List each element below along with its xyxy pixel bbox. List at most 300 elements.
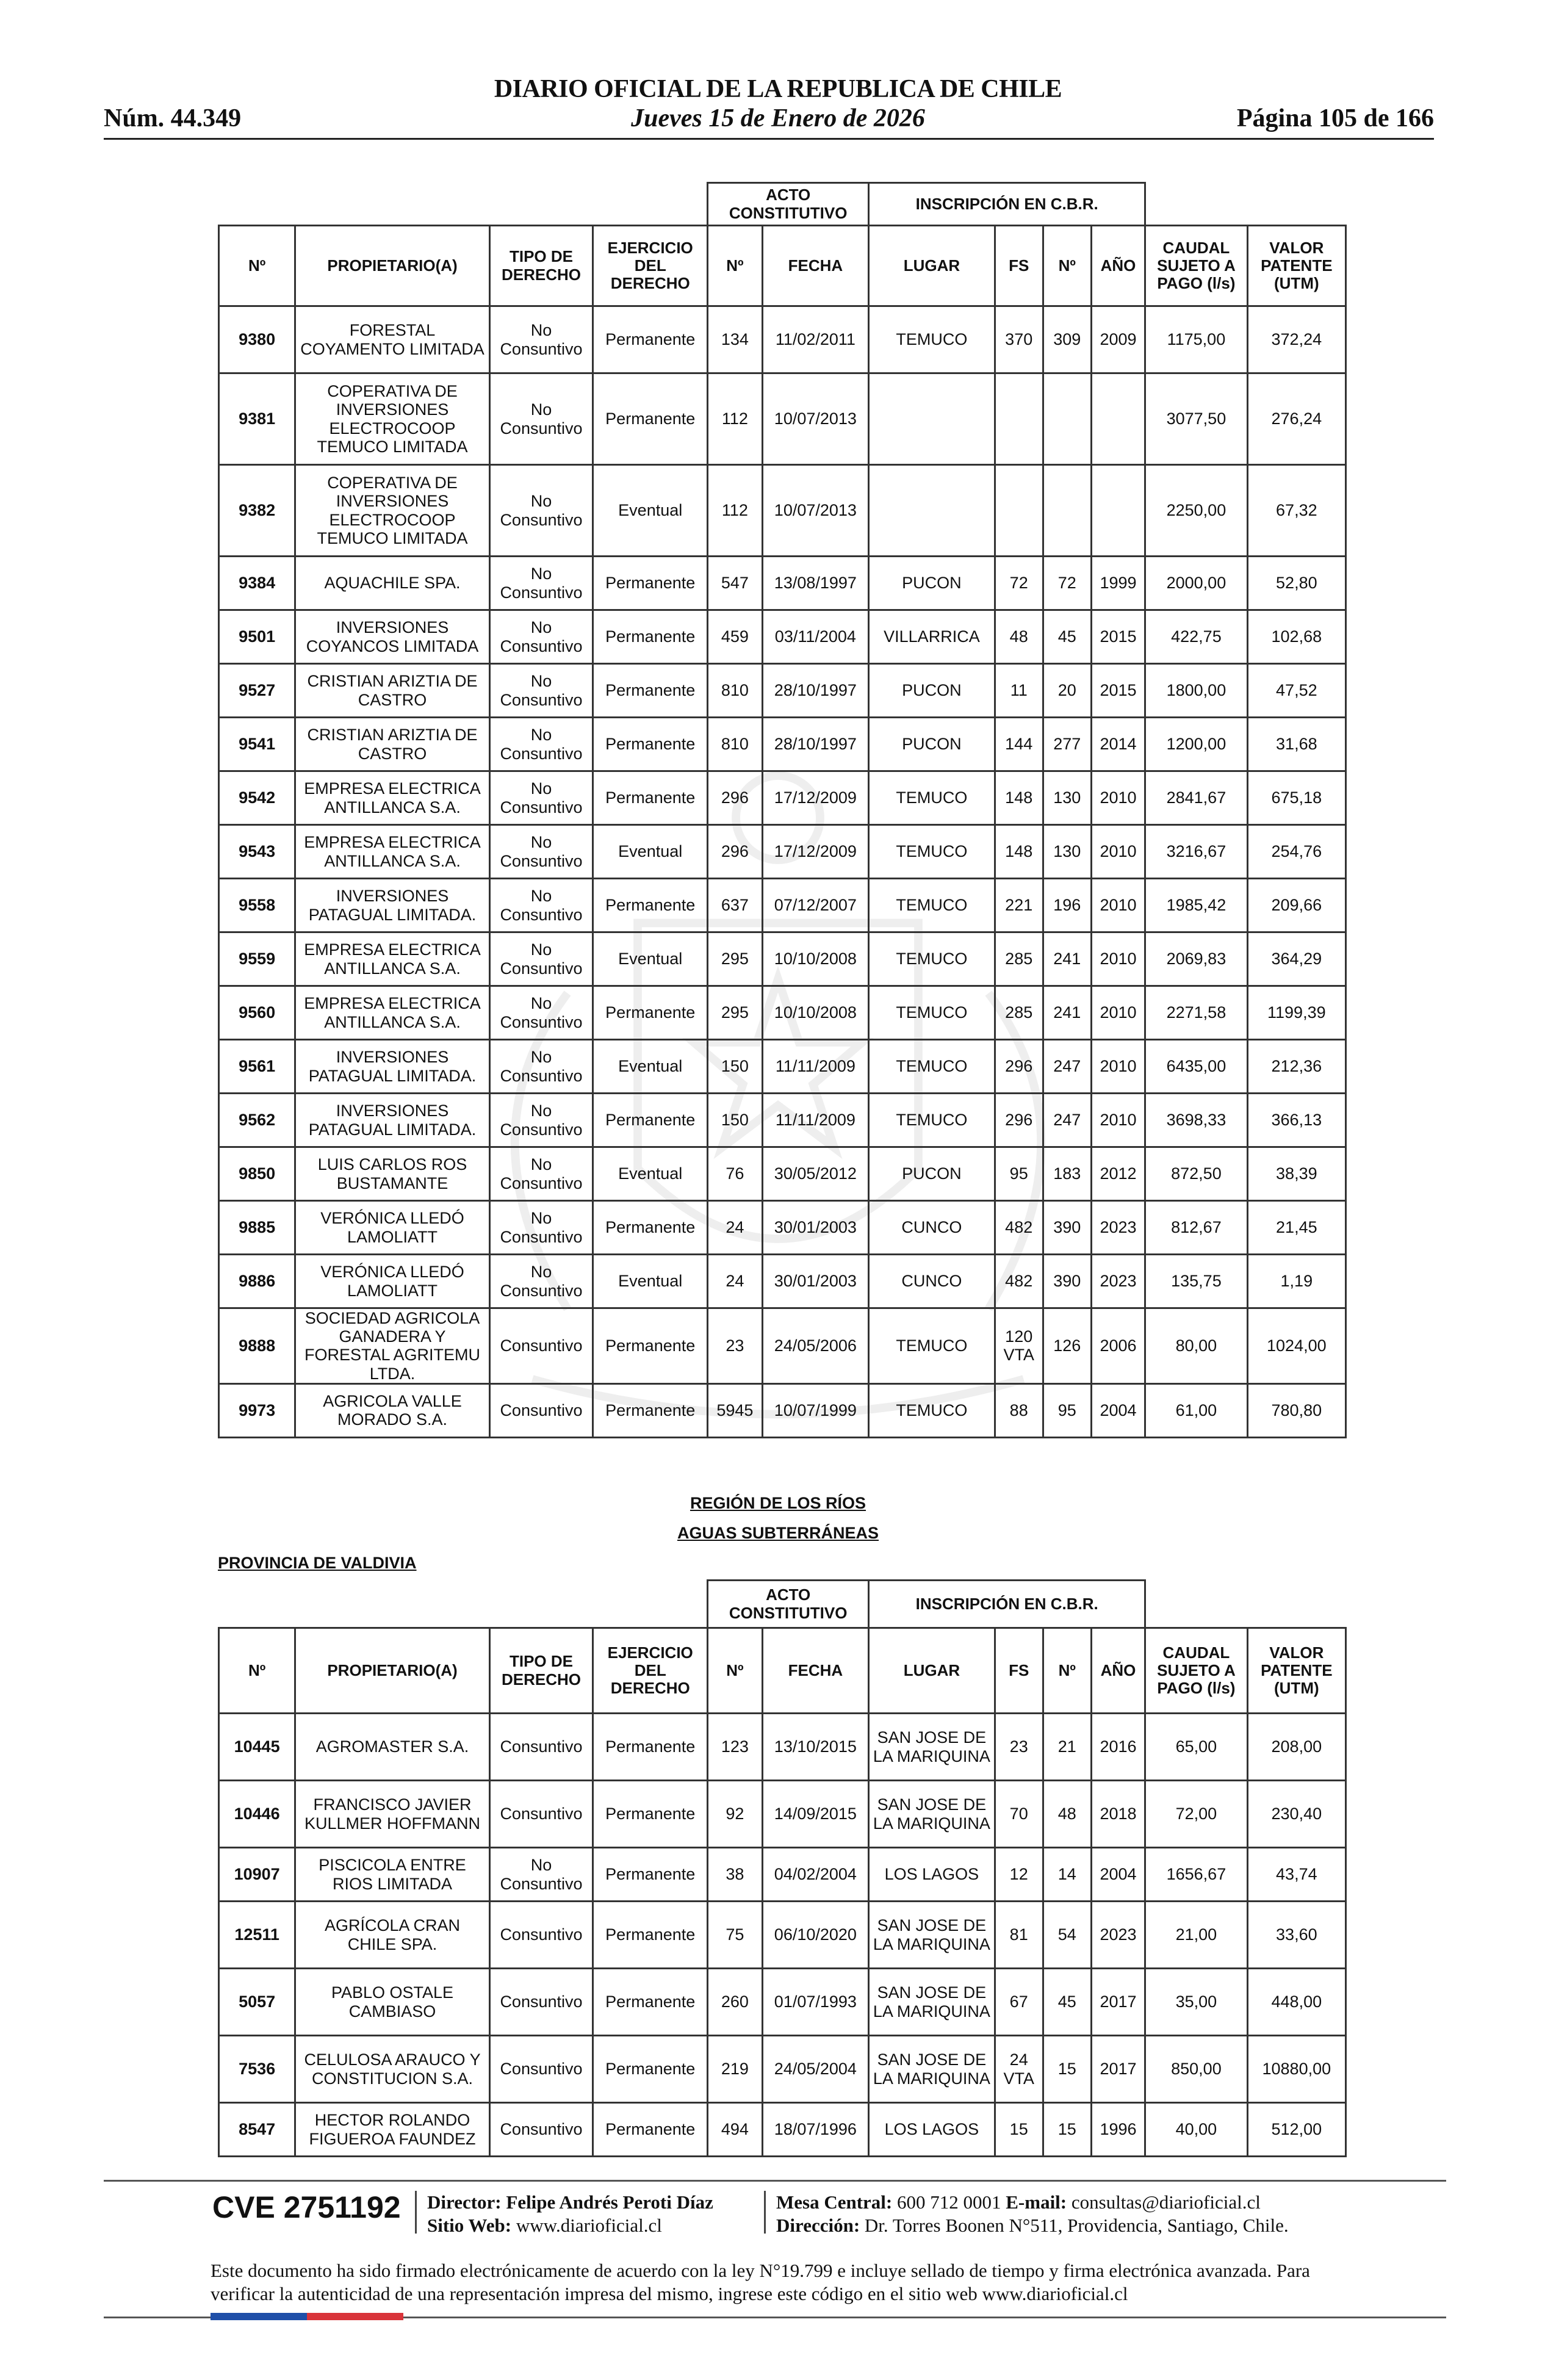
acto-number: 295 [708,932,762,986]
acto-number: 637 [708,879,762,932]
acto-fecha: 11/11/2009 [762,1094,869,1147]
tipo-derecho: Consuntivo [489,2103,593,2157]
propietario: LUIS CARLOS ROS BUSTAMANTE [295,1147,489,1201]
col-ejercicio-header-2: EJERCICIO DEL DERECHO [593,1628,708,1714]
tipo-derecho: Consuntivo [489,1781,593,1848]
ejercicio: Permanente [593,373,708,465]
acto-number: 810 [708,664,762,718]
propietario: EMPRESA ELECTRICA ANTILLANCA S.A. [295,771,489,825]
caudal: 21,00 [1145,1902,1247,1969]
cbr-fs: 148 [995,825,1043,879]
acto-number: 123 [708,1714,762,1781]
cbr-lugar: TEMUCO [869,1308,995,1384]
acto-number: 5945 [708,1383,762,1437]
table-row [219,610,1346,664]
acto-constitutivo-header: ACTO CONSTITUTIVO [708,183,869,226]
cbr-lugar [869,465,995,557]
cbr-anio: 2010 [1091,825,1145,879]
cbr-lugar: TEMUCO [869,1383,995,1437]
tipo-derecho: No Consuntivo [489,1040,593,1094]
caudal: 72,00 [1145,1781,1247,1848]
cbr-anio: 2012 [1091,1147,1145,1201]
valor-patente: 38,39 [1247,1147,1345,1201]
cbr-lugar: TEMUCO [869,1040,995,1094]
table-row [219,465,1346,557]
propietario: INVERSIONES COYANCOS LIMITADA [295,610,489,664]
ejercicio: Permanente [593,771,708,825]
inscripcion-cbr-header-2: INSCRIPCIÓN EN C.B.R. [869,1581,1145,1628]
caudal: 2000,00 [1145,557,1247,610]
cbr-lugar: TEMUCO [869,306,995,373]
tipo-derecho: Consuntivo [489,1969,593,2036]
table-row [219,664,1346,718]
cbr-lugar: SAN JOSE DE LA MARIQUINA [869,1902,995,1969]
direccion-line: Dirección: Dr. Torres Boonen N°511, Providencia, Santiago, Chile. [776,2215,1289,2236]
table-row [219,1147,1346,1201]
valor-patente: 276,24 [1247,373,1345,465]
row-number: 9973 [219,1383,295,1437]
tipo-derecho: No Consuntivo [489,986,593,1040]
table-row [219,825,1346,879]
col-n-header: Nº [219,226,295,306]
ejercicio: Eventual [593,825,708,879]
valor-patente: 31,68 [1247,718,1345,771]
cbr-anio: 2023 [1091,1902,1145,1969]
cbr-anio: 2018 [1091,1781,1145,1848]
caudal: 422,75 [1145,610,1247,664]
valor-patente: 366,13 [1247,1094,1345,1147]
cbr-fs: 88 [995,1383,1043,1437]
cbr-anio: 2023 [1091,1255,1145,1308]
acto-constitutivo-header-2: ACTO CONSTITUTIVO [708,1581,869,1628]
ejercicio: Permanente [593,1781,708,1848]
email-link[interactable]: consultas@diarioficial.cl [1071,2191,1261,2213]
table-row [219,1094,1346,1147]
table-row [219,986,1346,1040]
row-number: 9541 [219,718,295,771]
propietario: FRANCISCO JAVIER KULLMER HOFFMANN [295,1781,489,1848]
acto-fecha: 28/10/1997 [762,718,869,771]
cbr-anio: 2014 [1091,718,1145,771]
cbr-anio: 1996 [1091,2103,1145,2157]
caudal: 3077,50 [1145,373,1247,465]
cbr-number: 48 [1043,1781,1091,1848]
cbr-fs: 482 [995,1255,1043,1308]
mesa-line: Mesa Central: 600 712 0001 E-mail: consultas@diarioficial.cl [776,2191,1261,2213]
acto-number: 296 [708,771,762,825]
region-title: REGIÓN DE LOS RÍOS [690,1494,866,1512]
propietario: COPERATIVA DE INVERSIONES ELECTROCOOP TEMUCO LIMITADA [295,465,489,557]
valor-patente: 67,32 [1247,465,1345,557]
cbr-lugar: SAN JOSE DE LA MARIQUINA [869,2036,995,2103]
ejercicio: Permanente [593,879,708,932]
cbr-lugar: SAN JOSE DE LA MARIQUINA [869,1714,995,1781]
cbr-fs: 15 [995,2103,1043,2157]
cbr-number: 15 [1043,2103,1091,2157]
tipo-derecho: No Consuntivo [489,825,593,879]
col-tipo-header-2: TIPO DE DERECHO [489,1628,593,1714]
caudal: 2250,00 [1145,465,1247,557]
valor-patente: 780,80 [1247,1383,1345,1437]
acto-number: 296 [708,825,762,879]
inscripcion-cbr-header: INSCRIPCIÓN EN C.B.R. [869,183,1145,226]
valor-patente: 21,45 [1247,1201,1345,1255]
propietario: EMPRESA ELECTRICA ANTILLANCA S.A. [295,825,489,879]
table-row [219,2103,1346,2157]
acto-number: 112 [708,465,762,557]
acto-fecha: 10/10/2008 [762,986,869,1040]
caudal: 40,00 [1145,2103,1247,2157]
table-row [219,373,1346,465]
row-number: 10907 [219,1848,295,1902]
ejercicio: Permanente [593,664,708,718]
caudal: 1175,00 [1145,306,1247,373]
cbr-lugar: PUCON [869,557,995,610]
ejercicio: Eventual [593,1255,708,1308]
ejercicio: Permanente [593,986,708,1040]
col-n-header-2: Nº [219,1628,295,1714]
acto-fecha: 07/12/2007 [762,879,869,932]
cbr-number: 21 [1043,1714,1091,1781]
cbr-anio: 1999 [1091,557,1145,610]
cbr-fs: 285 [995,986,1043,1040]
acto-fecha: 10/07/1999 [762,1383,869,1437]
row-number: 9560 [219,986,295,1040]
acto-fecha: 13/08/1997 [762,557,869,610]
table-row [219,1848,1346,1902]
acto-number: 134 [708,306,762,373]
ejercicio: Permanente [593,718,708,771]
cbr-number: 15 [1043,2036,1091,2103]
row-number: 10445 [219,1714,295,1781]
cbr-number: 95 [1043,1383,1091,1437]
ejercicio: Permanente [593,306,708,373]
table-row [219,1902,1346,1969]
caudal: 135,75 [1145,1255,1247,1308]
cbr-fs: 120 VTA [995,1308,1043,1384]
ejercicio: Eventual [593,465,708,557]
cbr-lugar: LOS LAGOS [869,2103,995,2157]
cbr-lugar: LOS LAGOS [869,1848,995,1902]
caudal: 1985,42 [1145,879,1247,932]
acto-fecha: 10/10/2008 [762,932,869,986]
cbr-anio: 2010 [1091,879,1145,932]
cbr-fs: 285 [995,932,1043,986]
ejercicio: Permanente [593,1848,708,1902]
cbr-fs: 296 [995,1094,1043,1147]
acto-number: 76 [708,1147,762,1201]
acto-number: 219 [708,2036,762,2103]
tipo-derecho: Consuntivo [489,1714,593,1781]
acto-fecha: 18/07/1996 [762,2103,869,2157]
acto-number: 810 [708,718,762,771]
caudal: 1200,00 [1145,718,1247,771]
acto-fecha: 04/02/2004 [762,1848,869,1902]
valor-patente: 675,18 [1247,771,1345,825]
propietario: FORESTAL COYAMENTO LIMITADA [295,306,489,373]
cbr-lugar [869,373,995,465]
cbr-fs: 12 [995,1848,1043,1902]
caudal: 850,00 [1145,2036,1247,2103]
sitio-web-link[interactable]: www.diarioficial.cl [516,2215,662,2236]
cbr-anio: 2015 [1091,610,1145,664]
table-row [219,771,1346,825]
acto-number: 547 [708,557,762,610]
cbr-anio: 2016 [1091,1714,1145,1781]
valor-patente: 43,74 [1247,1848,1345,1902]
cbr-lugar: TEMUCO [869,986,995,1040]
cbr-anio: 2017 [1091,2036,1145,2103]
cbr-lugar: TEMUCO [869,771,995,825]
row-number: 9885 [219,1201,295,1255]
col-propietario-header-2: PROPIETARIO(A) [295,1628,489,1714]
cbr-fs: 67 [995,1969,1043,2036]
caudal: 3698,33 [1145,1094,1247,1147]
propietario: AGRICOLA VALLE MORADO S.A. [295,1383,489,1437]
table-row [219,306,1346,373]
row-number: 9886 [219,1255,295,1308]
col-caudal-header: CAUDAL SUJETO A PAGO (l/s) [1145,226,1247,306]
valor-patente: 254,76 [1247,825,1345,879]
acto-number: 24 [708,1255,762,1308]
row-number: 5057 [219,1969,295,2036]
cbr-fs: 72 [995,557,1043,610]
caudal: 35,00 [1145,1969,1247,2036]
cbr-fs: 296 [995,1040,1043,1094]
propietario: HECTOR ROLANDO FIGUEROA FAUNDEZ [295,2103,489,2157]
cbr-lugar: PUCON [869,718,995,771]
row-number: 9850 [219,1147,295,1201]
row-number: 9562 [219,1094,295,1147]
acto-fecha: 28/10/1997 [762,664,869,718]
tipo-derecho: No Consuntivo [489,1094,593,1147]
cbr-number: 20 [1043,664,1091,718]
propietario: AQUACHILE SPA. [295,557,489,610]
valor-patente: 230,40 [1247,1781,1345,1848]
header-rule [104,138,1434,140]
cbr-number: 309 [1043,306,1091,373]
caudal: 2841,67 [1145,771,1247,825]
propietario: COPERATIVA DE INVERSIONES ELECTROCOOP TEMUCO LIMITADA [295,373,489,465]
cbr-anio: 2010 [1091,1094,1145,1147]
cbr-anio: 2009 [1091,306,1145,373]
cbr-lugar: TEMUCO [869,932,995,986]
cbr-anio: 2010 [1091,932,1145,986]
valor-patente: 209,66 [1247,879,1345,932]
acto-fecha: 11/11/2009 [762,1040,869,1094]
footer-rule-top [104,2180,1446,2182]
acto-fecha: 24/05/2006 [762,1308,869,1384]
col-cbr-n-header-2: Nº [1043,1628,1091,1714]
propietario: VERÓNICA LLEDÓ LAMOLIATT [295,1201,489,1255]
page-number: Página 105 de 166 [1236,104,1434,132]
ejercicio: Eventual [593,932,708,986]
cbr-anio: 2010 [1091,986,1145,1040]
cbr-lugar: TEMUCO [869,879,995,932]
ejercicio: Permanente [593,2036,708,2103]
cbr-number: 130 [1043,771,1091,825]
table-row [219,2036,1346,2103]
cbr-fs: 70 [995,1781,1043,1848]
propietario: PABLO OSTALE CAMBIASO [295,1969,489,2036]
legal-notice: Este documento ha sido firmado electrónicamente de acuerdo con la ley N°19.799 e incluye sellado de tiempo y firma electrónica avanzada. Para verificar la autenticidad de una representación impresa del mismo, ingrese este código en el sitio web www.diarioficial.cl [211,2260,1310,2304]
valor-patente: 208,00 [1247,1714,1345,1781]
valor-patente: 372,24 [1247,306,1345,373]
caudal: 1800,00 [1145,664,1247,718]
row-number: 7536 [219,2036,295,2103]
col-fecha-header-2: FECHA [762,1628,869,1714]
acto-fecha: 01/07/1993 [762,1969,869,2036]
propietario: INVERSIONES PATAGUAL LIMITADA. [295,879,489,932]
tipo-derecho: No Consuntivo [489,306,593,373]
acto-fecha: 30/01/2003 [762,1255,869,1308]
table-row [219,718,1346,771]
propietario: INVERSIONES PATAGUAL LIMITADA. [295,1094,489,1147]
cbr-fs: 144 [995,718,1043,771]
col-anio-header: AÑO [1091,226,1145,306]
flag-blue-bar [211,2313,307,2320]
row-number: 9561 [219,1040,295,1094]
ejercicio: Eventual [593,1040,708,1094]
tipo-derecho: No Consuntivo [489,557,593,610]
col-fecha-header: FECHA [762,226,869,306]
cbr-number: 247 [1043,1040,1091,1094]
ejercicio: Permanente [593,1383,708,1437]
acto-number: 295 [708,986,762,1040]
caudal: 2069,83 [1145,932,1247,986]
propietario: AGRÍCOLA CRAN CHILE SPA. [295,1902,489,1969]
ejercicio: Permanente [593,1094,708,1147]
col-fs-header-2: FS [995,1628,1043,1714]
acto-number: 459 [708,610,762,664]
cbr-number: 241 [1043,932,1091,986]
cbr-number: 54 [1043,1902,1091,1969]
table-row [219,1969,1346,2036]
tipo-derecho: No Consuntivo [489,1147,593,1201]
ejercicio: Eventual [593,1147,708,1201]
valor-patente: 448,00 [1247,1969,1345,2036]
row-number: 9559 [219,932,295,986]
acto-fecha: 11/02/2011 [762,306,869,373]
table-row [219,1383,1346,1437]
row-number: 9543 [219,825,295,879]
table-row [219,1201,1346,1255]
acto-fecha: 30/05/2012 [762,1147,869,1201]
flag-red-bar [307,2313,403,2320]
cbr-anio [1091,373,1145,465]
acto-number: 92 [708,1781,762,1848]
row-number: 9527 [219,664,295,718]
tipo-derecho: No Consuntivo [489,610,593,664]
tipo-derecho: No Consuntivo [489,1848,593,1902]
rights-table-araucania [218,182,1347,1438]
footer-separator-2 [764,2191,766,2234]
valor-patente: 512,00 [1247,2103,1345,2157]
acto-number: 24 [708,1201,762,1255]
table-row [219,1040,1346,1094]
caudal: 3216,67 [1145,825,1247,879]
footer-separator [415,2191,417,2234]
cbr-fs: 48 [995,610,1043,664]
table-row [219,932,1346,986]
acto-number: 150 [708,1094,762,1147]
col-valor-header: VALOR PATENTE (UTM) [1247,226,1345,306]
ejercicio: Permanente [593,557,708,610]
row-number: 8547 [219,2103,295,2157]
cbr-anio: 2010 [1091,1040,1145,1094]
cbr-anio [1091,465,1145,557]
cbr-lugar: VILLARRICA [869,610,995,664]
ejercicio: Permanente [593,1969,708,2036]
cbr-anio: 2023 [1091,1201,1145,1255]
aguas-title: AGUAS SUBTERRÁNEAS [677,1524,879,1542]
cbr-number [1043,373,1091,465]
cbr-number: 247 [1043,1094,1091,1147]
col-cbr-n-header: Nº [1043,226,1091,306]
propietario: CELULOSA ARAUCO Y CONSTITUCION S.A. [295,2036,489,2103]
cbr-anio: 2010 [1091,771,1145,825]
propietario: INVERSIONES PATAGUAL LIMITADA. [295,1040,489,1094]
tipo-derecho: Consuntivo [489,1383,593,1437]
ejercicio: Permanente [593,2103,708,2157]
cbr-fs [995,373,1043,465]
valor-patente: 364,29 [1247,932,1345,986]
valor-patente: 33,60 [1247,1902,1345,1969]
col-ejercicio-header: EJERCICIO DEL DERECHO [593,226,708,306]
tipo-derecho: No Consuntivo [489,1255,593,1308]
cbr-number: 277 [1043,718,1091,771]
cbr-number: 183 [1043,1147,1091,1201]
ejercicio: Permanente [593,1201,708,1255]
cbr-number: 126 [1043,1308,1091,1384]
col-propietario-header: PROPIETARIO(A) [295,226,489,306]
acto-number: 38 [708,1848,762,1902]
cbr-fs: 148 [995,771,1043,825]
caudal: 6435,00 [1145,1040,1247,1094]
cbr-anio: 2006 [1091,1308,1145,1384]
tipo-derecho: No Consuntivo [489,1201,593,1255]
cbr-fs: 23 [995,1714,1043,1781]
cbr-lugar: CUNCO [869,1255,995,1308]
table-row [219,557,1346,610]
cbr-number: 45 [1043,610,1091,664]
col-lugar-header-2: LUGAR [869,1628,995,1714]
valor-patente: 1199,39 [1247,986,1345,1040]
propietario: AGROMASTER S.A. [295,1714,489,1781]
table-row [219,879,1346,932]
cbr-anio: 2017 [1091,1969,1145,2036]
acto-number: 494 [708,2103,762,2157]
cbr-anio: 2004 [1091,1848,1145,1902]
caudal: 812,67 [1145,1201,1247,1255]
row-number: 9501 [219,610,295,664]
acto-number: 23 [708,1308,762,1384]
cbr-fs [995,465,1043,557]
row-number: 9888 [219,1308,295,1384]
cbr-number: 196 [1043,879,1091,932]
ejercicio: Permanente [593,1902,708,1969]
tipo-derecho: No Consuntivo [489,771,593,825]
acto-fecha: 24/05/2004 [762,2036,869,2103]
cbr-number: 130 [1043,825,1091,879]
tipo-derecho: No Consuntivo [489,373,593,465]
acto-fecha: 06/10/2020 [762,1902,869,1969]
cbr-fs: 11 [995,664,1043,718]
cbr-number: 390 [1043,1201,1091,1255]
tipo-derecho: No Consuntivo [489,879,593,932]
valor-patente: 47,52 [1247,664,1345,718]
cbr-lugar: SAN JOSE DE LA MARIQUINA [869,1781,995,1848]
